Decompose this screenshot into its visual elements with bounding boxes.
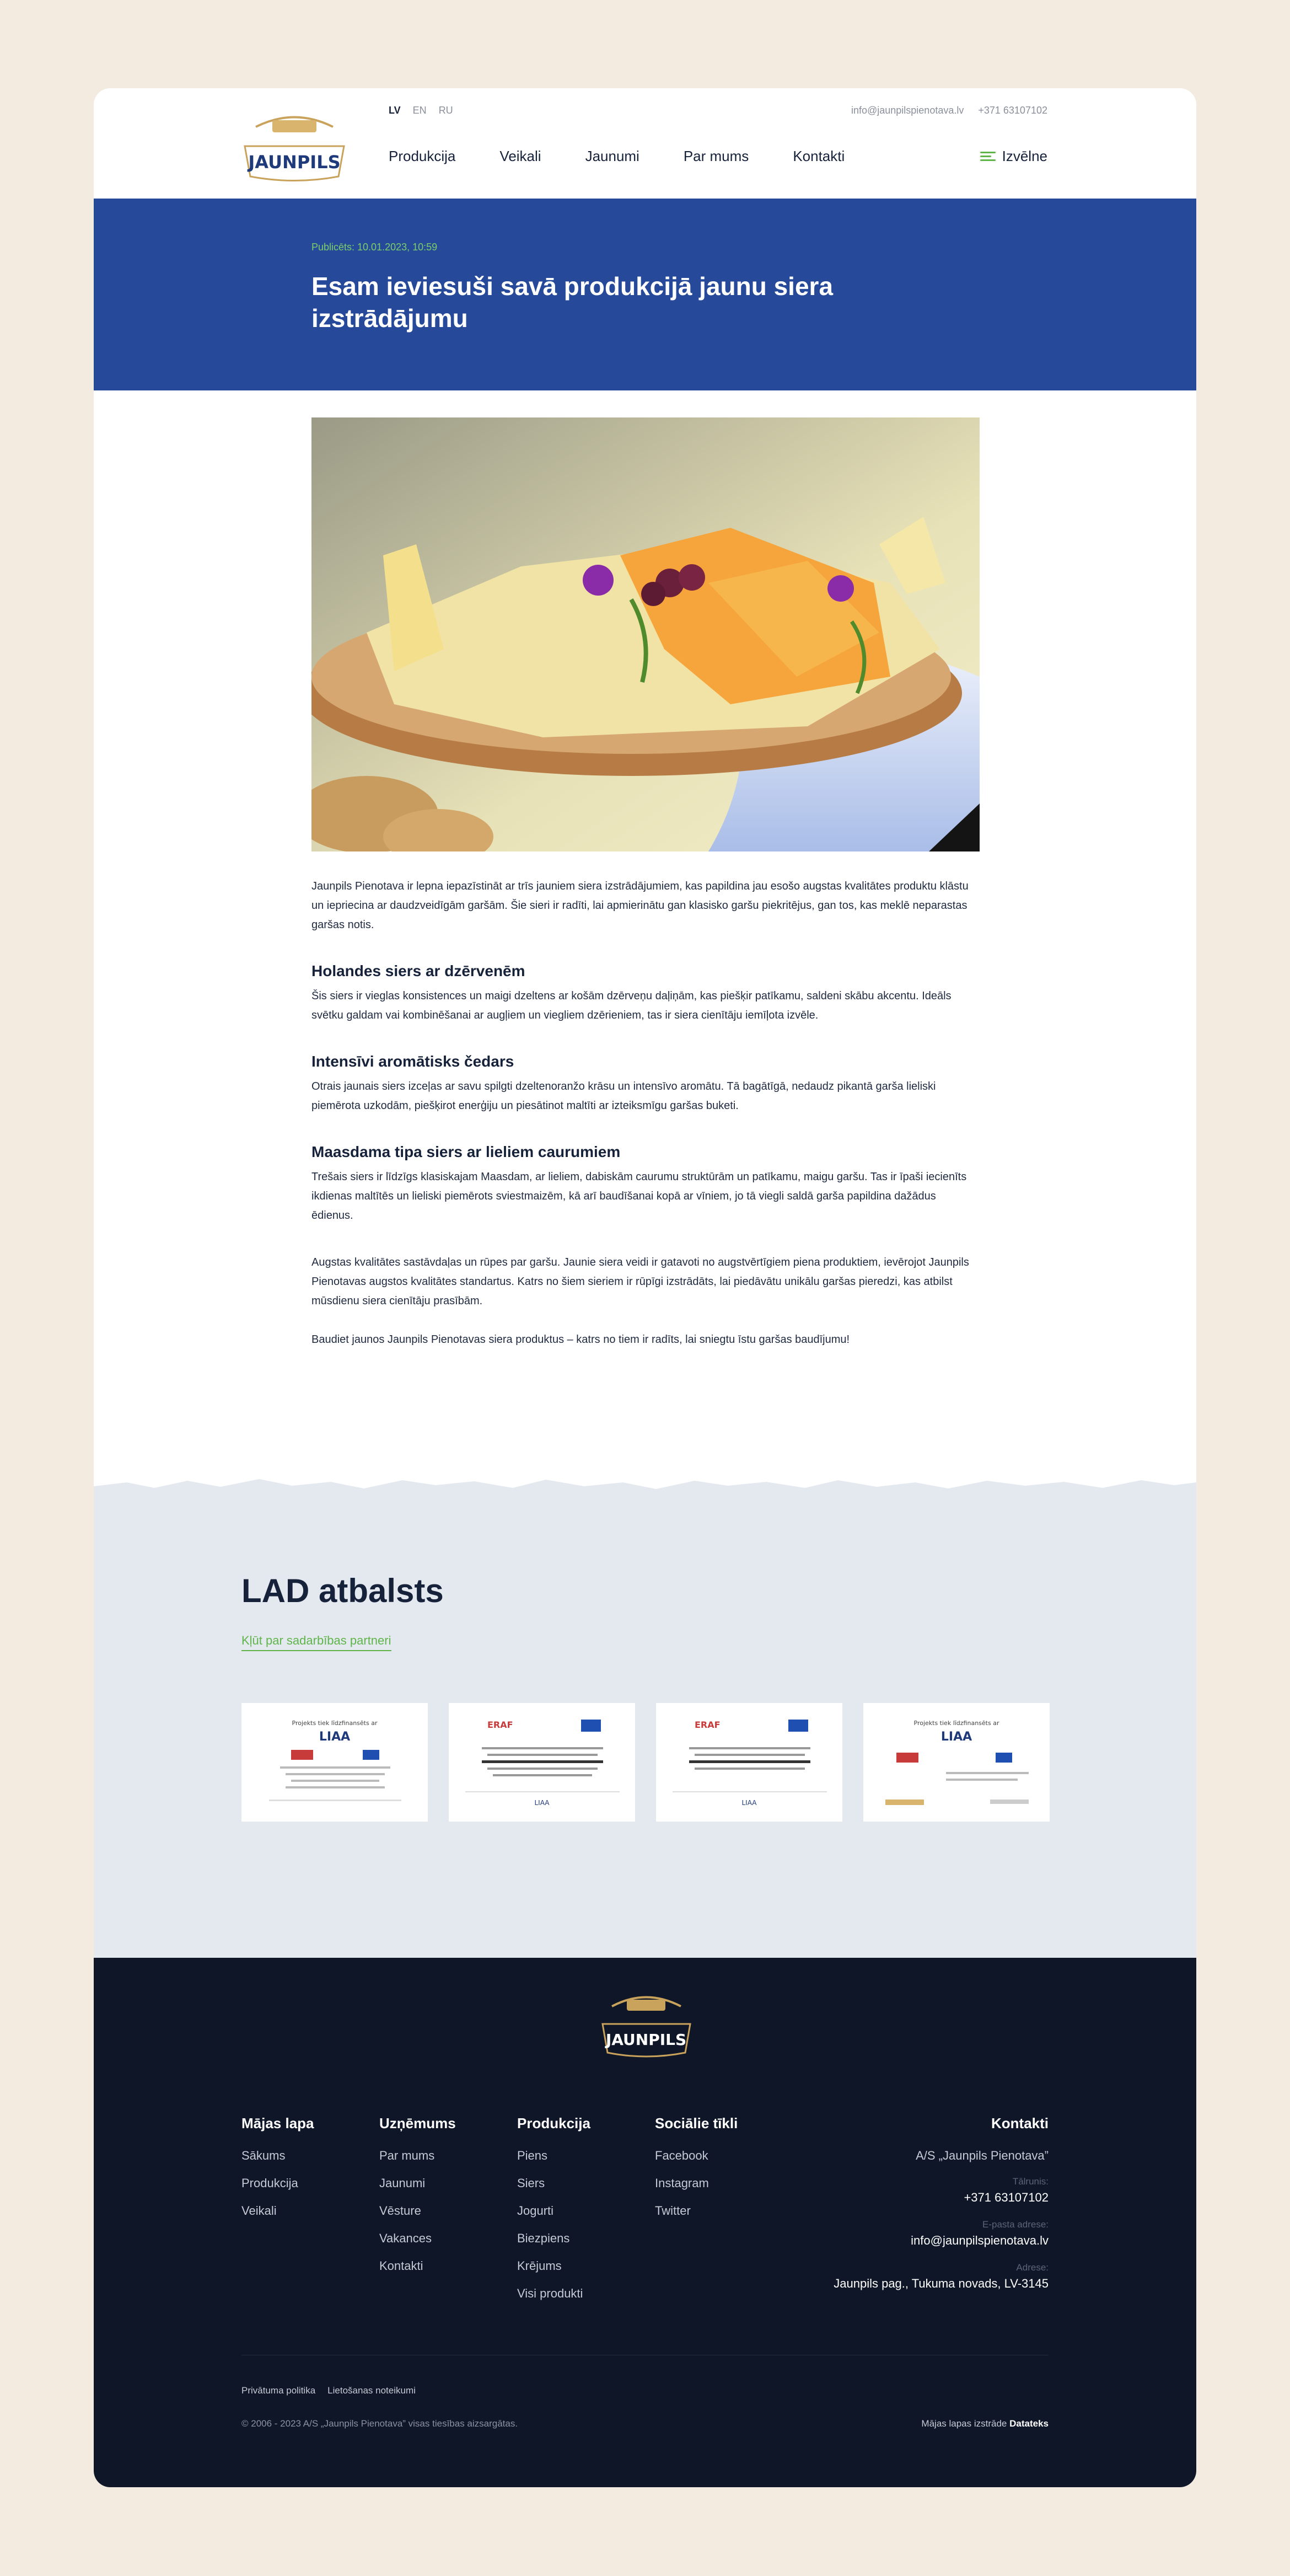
footer-col-products: [517, 2115, 590, 2314]
section-text: Trešais siers ir līdzīgs klasiskajam Maasdam, ar lieliem, dabiskām caurumu struktūrām un patīkamu, maigu garšu. Tas ir īpaši iecienīts ikdienas maltītēs un lieliski piemērots sviestmaizēm, kā arī baudīšanai kopā ar vīniem, jo tā viegli saldā garša papildina dažādus ēdienus.: [311, 1171, 967, 1222]
footer-link[interactable]: Sākums: [241, 2149, 286, 2162]
nav-kontakti[interactable]: Kontakti: [793, 148, 845, 164]
svg-text:Projekts tiek līdzfinansēts ar: Projekts tiek līdzfinansēts ar: [292, 1720, 378, 1727]
nav-par-mums[interactable]: Par mums: [683, 148, 749, 164]
funding-poster-image: [656, 1703, 842, 1822]
lang-en[interactable]: EN: [412, 105, 427, 116]
footer-col-company: [379, 2115, 456, 2286]
svg-text:LIAA: LIAA: [534, 1799, 550, 1807]
footer-logo[interactable]: [598, 1985, 695, 2063]
section-text: Otrais jaunais siers izceļas ar savu spilgti dzeltenoranžo krāsu un intensīvo aromātu. Tā bagātīgā, nedaudz pikantā garša lieliski piemērota uzkodām, piešķirot enerģiju un piesātinot maltīti ar izteiksmīgu garšas buketi.: [311, 1080, 936, 1112]
funding-cards: [241, 1703, 1050, 1822]
svg-text:ERAF: ERAF: [695, 1720, 721, 1730]
footer-col-title: Mājas lapa: [241, 2115, 314, 2132]
top-contacts: [851, 105, 1047, 116]
footer-col-home: [241, 2115, 314, 2231]
footer-link[interactable]: Siers: [517, 2176, 545, 2190]
menu-label: Izvēlne: [1002, 148, 1047, 164]
footer-col-social: [655, 2115, 738, 2231]
svg-text:LIAA: LIAA: [741, 1799, 757, 1807]
article-closing: Baudiet jaunos Jaunpils Pienotavas siera produktus – katrs no tiem ir radīts, lai sniegtu īstu garšas baudījumu!: [311, 1333, 850, 1346]
footer-link[interactable]: Biezpiens: [517, 2231, 570, 2245]
footer-link[interactable]: Vēsture: [379, 2204, 421, 2218]
section-heading: Holandes siers ar dzērvenēm: [311, 962, 525, 979]
article-title: Esam ieviesuši savā produkcijā jaunu siera izstrādājumu: [311, 272, 834, 333]
lad-support-section: [94, 1489, 1196, 1958]
footer-link[interactable]: Jogurti: [517, 2204, 554, 2218]
footer-facebook-link[interactable]: Facebook: [655, 2149, 708, 2162]
svg-text:JAUNPILS: JAUNPILS: [248, 152, 341, 173]
published-date: Publicēts: 10.01.2023, 10:59: [311, 242, 438, 253]
footer-link[interactable]: Piens: [517, 2149, 548, 2162]
terms-link[interactable]: Lietošanas noteikumi: [327, 2385, 416, 2396]
made-by-prefix: Mājas lapas izstrāde: [921, 2418, 1007, 2429]
footer-twitter-link[interactable]: Twitter: [655, 2204, 691, 2218]
site-footer: [94, 1958, 1196, 2487]
become-partner-link[interactable]: Kļūt par sadarbības partneri: [241, 1634, 391, 1651]
funding-poster-image: [863, 1703, 1050, 1822]
language-switcher: [389, 105, 453, 116]
svg-text:LIAA: LIAA: [940, 1730, 972, 1744]
footer-link[interactable]: Par mums: [379, 2149, 435, 2162]
copyright: © 2006 - 2023 A/S „Jaunpils Pienotava” visas tiesības aizsargātas.: [241, 2418, 518, 2429]
lad-title: LAD atbalsts: [241, 1572, 444, 1609]
made-by: [921, 2418, 1049, 2429]
footer-link[interactable]: Produkcija: [241, 2176, 298, 2190]
funding-card[interactable]: [449, 1703, 635, 1822]
section-heading: Maasdama tipa siers ar lieliem caurumiem: [311, 1143, 621, 1160]
privacy-policy-link[interactable]: Privātuma politika: [241, 2385, 316, 2396]
lang-ru[interactable]: RU: [438, 105, 453, 116]
footer-contacts-title: Kontakti: [991, 2115, 1049, 2132]
jaunpils-logo[interactable]: [239, 105, 350, 185]
funding-card[interactable]: [241, 1703, 428, 1822]
section-heading: Intensīvi aromātisks čedars: [311, 1053, 514, 1070]
svg-text:ERAF: ERAF: [487, 1720, 513, 1730]
footer-instagram-link[interactable]: Instagram: [655, 2176, 709, 2190]
address-label: Adrese:: [1016, 2262, 1049, 2273]
footer-contacts: [834, 2115, 1049, 2305]
footer-link[interactable]: Jaunumi: [379, 2176, 426, 2190]
phone-label: Tālrunis:: [1012, 2176, 1049, 2187]
section-text: Šis siers ir vieglas konsistences un maigi dzeltens ar košām dzērveņu daļiņām, kas piešķir patīkamu, saldeni skābu akcentu. Ideāls svētku galdam vai kombinēšanai ar augļiem un viegliem dzērieniem, tas ir siera cienītāju iemīļota izvēle.: [311, 990, 952, 1021]
article-body: [311, 877, 980, 1349]
footer-link[interactable]: Vakances: [379, 2231, 432, 2245]
svg-text:Projekts tiek līdzfinansēts ar: Projekts tiek līdzfinansēts ar: [913, 1720, 999, 1727]
hamburger-icon: [980, 152, 996, 162]
developer-link[interactable]: Datateks: [1009, 2418, 1049, 2429]
funding-card[interactable]: [863, 1703, 1050, 1822]
footer-col-title: Uzņēmums: [379, 2115, 456, 2132]
article-hero: [94, 199, 1196, 390]
site-header: [94, 88, 1196, 199]
footer-address: Jaunpils pag., Tukuma novads, LV-3145: [834, 2277, 1049, 2290]
nav-veikali[interactable]: Veikali: [499, 148, 541, 164]
header-phone-link[interactable]: +371 63107102: [978, 105, 1047, 116]
page-card: [94, 88, 1196, 2487]
footer-col-title: Sociālie tīkli: [655, 2115, 738, 2132]
funding-card[interactable]: [656, 1703, 842, 1822]
footer-email-link[interactable]: info@jaunpilspienotava.lv: [911, 2234, 1049, 2247]
lang-lv[interactable]: LV: [389, 105, 401, 116]
footer-link[interactable]: Veikali: [241, 2204, 277, 2218]
svg-text:LIAA: LIAA: [319, 1730, 351, 1744]
menu-button[interactable]: [980, 148, 1047, 165]
article-closing: Augstas kvalitātes sastāvdaļas un rūpes par garšu. Jaunie siera veidi ir gatavoti no augstvērtīgiem piena produktiem, ievērojot Jaunpils Pienotavas augstos kvalitātes standartus. Katrs no šiem sieriem ir rūpīgi izstrādāts, lai piedāvātu unikālu garšas pieredzi, kas atbilst mūsdienu siera cienītāju prasībām.: [311, 1256, 969, 1307]
main-nav: [389, 148, 889, 165]
header-email-link[interactable]: info@jaunpilspienotava.lv: [851, 105, 964, 116]
footer-col-title: Produkcija: [517, 2115, 590, 2132]
funding-poster-image: [241, 1703, 428, 1822]
legal-links: [241, 2385, 416, 2396]
company-name: A/S „Jaunpils Pienotava”: [916, 2149, 1049, 2162]
svg-text:JAUNPILS: JAUNPILS: [605, 2031, 687, 2049]
funding-poster-image: [449, 1703, 635, 1822]
article-intro: Jaunpils Pienotava ir lepna iepazīstināt ar trīs jauniem siera izstrādājumiem, kas papildina jau esošo augstas kvalitātes produktu klāstu un iepriecina ar daudzveidīgām garšām. Šie sieri ir radīti, lai apmierinātu gan klasisko garšu piekritējus, gan tos, kas meklē neparastas garšas notis.: [311, 880, 969, 931]
nav-jaunumi[interactable]: Jaunumi: [585, 148, 639, 164]
nav-produkcija[interactable]: Produkcija: [389, 148, 456, 164]
email-label: E-pasta adrese:: [982, 2219, 1049, 2230]
cheese-platter-image: [311, 417, 980, 851]
footer-link[interactable]: Krējums: [517, 2259, 562, 2273]
footer-phone-link[interactable]: +371 63107102: [964, 2191, 1049, 2204]
footer-link[interactable]: Kontakti: [379, 2259, 423, 2273]
footer-link[interactable]: Visi produkti: [517, 2286, 583, 2300]
